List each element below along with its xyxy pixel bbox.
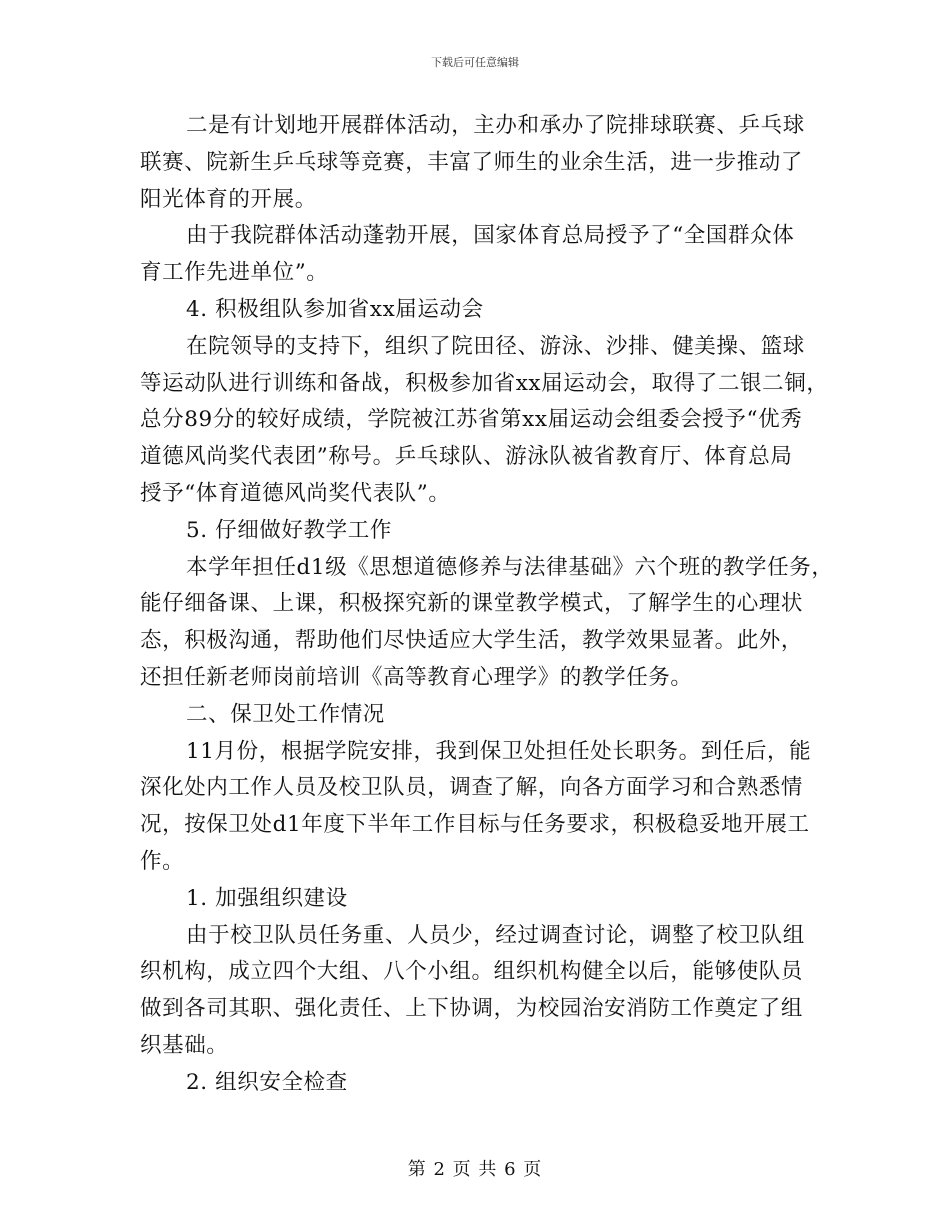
text-line: 总分89分的较好成绩，学院被江苏省第xx届运动会组委会授予“优秀 — [140, 407, 803, 433]
text-line: 4. 积极组队参加省xx届运动会 — [186, 296, 484, 322]
text-line: 还担任新老师岗前培训《高等教育心理学》的教学任务。 — [140, 664, 693, 690]
text-line: 11月份，根据学院安排，我到保卫处担任处长职务。到任后，能 — [186, 738, 812, 764]
text-line: 由于我院群体活动蓬勃开展，国家体育总局授予了“全国群众体 — [186, 223, 795, 249]
text-line: 本学年担任d1级《思想道德修养与法律基础》六个班的教学任务， — [186, 554, 834, 580]
text-line: 二是有计划地开展群体活动，主办和承办了院排球联赛、乒乓球 — [186, 113, 805, 138]
text-line: 等运动队进行训练和备战，积极参加省xx届运动会，取得了二银二铜， — [140, 370, 829, 396]
text-line: 5. 仔细做好教学工作 — [186, 517, 392, 543]
text-line: 织基础。 — [140, 1032, 229, 1058]
document-body — [140, 108, 834, 1102]
text-line: 2. 组织安全检查 — [186, 1069, 348, 1095]
text-line: 道德风尚奖代表团”称号。乒乓球队、游泳队被省教育厅、体育总局 — [140, 444, 793, 470]
text-line: 联赛、院新生乒乓球等竞赛，丰富了师生的业余生活，进一步推动了 — [140, 149, 804, 175]
text-line: 二、保卫处工作情况 — [186, 701, 385, 727]
text-line: 织机构，成立四个大组、八个小组。组织机构健全以后，能够使队员 — [140, 959, 804, 985]
text-line: 阳光体育的开展。 — [140, 186, 317, 212]
text-line: 能仔细备课、上课，积极探究新的课堂教学模式，了解学生的心理状 — [140, 591, 804, 617]
text-line: 在院领导的支持下，组织了院田径、游泳、沙排、健美操、篮球 — [186, 333, 805, 359]
text-line: 育工作先进单位”。 — [140, 260, 329, 286]
text-line: 做到各司其职、强化责任、上下协调，为校园治安消防工作奠定了组 — [140, 996, 804, 1022]
text-line: 态，积极沟通，帮助他们尽快适应大学生活，教学效果显著。此外， — [140, 628, 804, 654]
text-line: 况，按保卫处d1年度下半年工作目标与任务要求，积极稳妥地开展工 — [140, 812, 810, 838]
text-line: 1. 加强组织建设 — [186, 885, 348, 911]
text-line: 深化处内工作人员及校卫队员，调查了解，向各方面学习和合熟悉情 — [140, 775, 804, 801]
text-line: 由于校卫队员任务重、人员少，经过调查讨论，调整了校卫队组 — [186, 922, 805, 948]
text-line: 授予“体育道德风尚奖代表队”。 — [140, 480, 451, 506]
text-line: 作。 — [140, 848, 185, 874]
page-header: 下载后可任意编辑 — [431, 56, 519, 69]
page-footer: 第 2 页 共 6 页 — [407, 1159, 543, 1180]
